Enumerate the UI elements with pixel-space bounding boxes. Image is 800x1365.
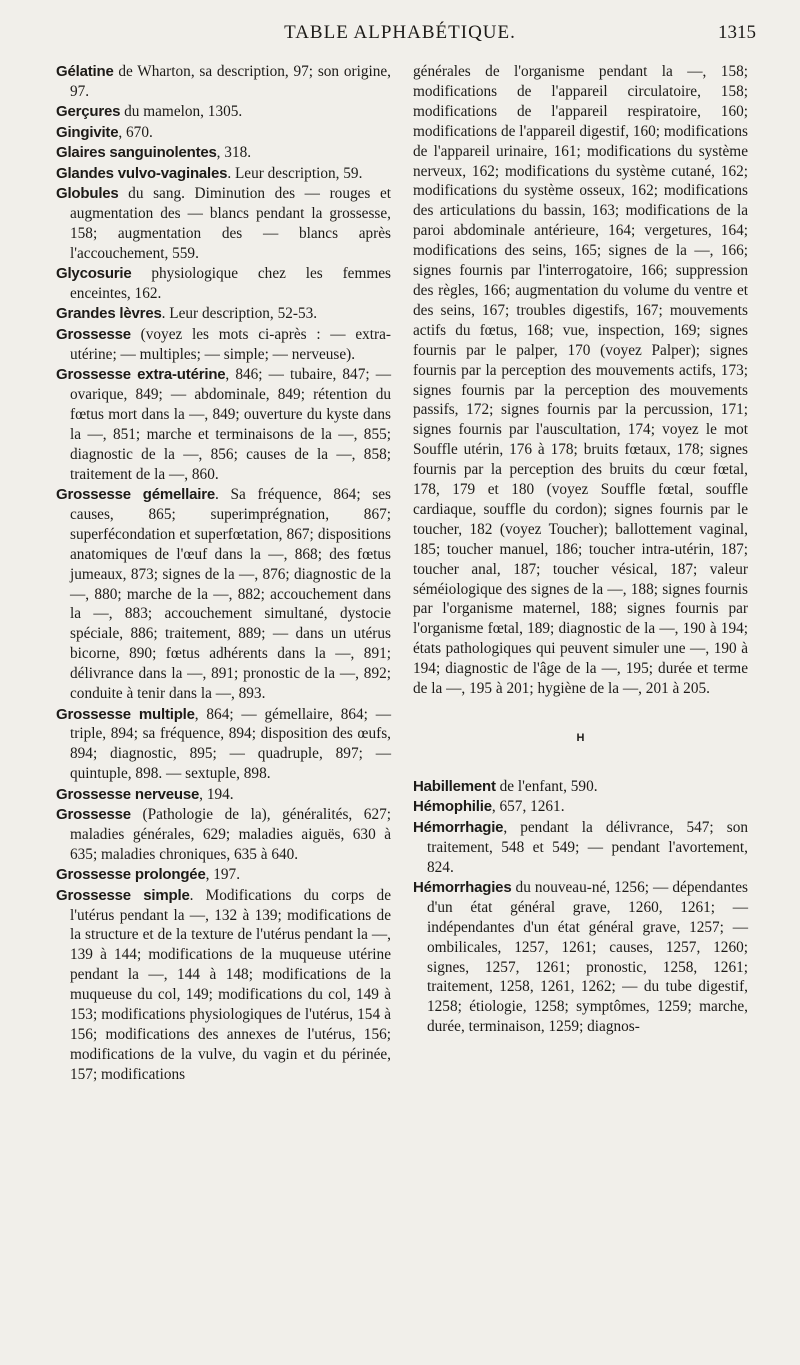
index-entry: Grossesse nerveuse, 194. bbox=[56, 785, 234, 803]
index-entry: Gélatine de Wharton, sa description, 97; son origine, 97. bbox=[56, 63, 391, 100]
running-title: TABLE ALPHABÉTIQUE. bbox=[284, 22, 516, 43]
left-column bbox=[56, 62, 391, 1085]
index-entry: Grossesse gémellaire. Sa fréquence, 864; ses causes, 865; superimprégnation, 867; superfécondation et superfœtation, 867; dispositions anatomiques de l'œuf dans la —, 868; des fœtus jumeaux, 873; signes de la —, 876; diagnostic de la —, 880; marche de la —, 882; accouchement dans la —, 883; accouchement simultané, dystocie spéciale, 886; traitement, 889; — dans un utérus bicorne, 890; fœtus adhérents dans la —, 891; délivrance dans la —, 891; pronostic de la —, 892; conduite à tenir dans la —, 893. bbox=[56, 486, 391, 703]
index-entry: Grossesse multiple, 864; — gémellaire, 864; — triple, 894; sa fréquence, 894; disposition des œufs, 894; diagnostic, 895; — quadruple, 897; — quintuple, 898. — sextuple, 898. bbox=[56, 705, 391, 783]
right-column bbox=[413, 62, 748, 1038]
index-entry-continuation: générales de l'organisme pendant la —, 158; modifications de l'appareil circulatoire, 158; modifications de l'appareil respiratoire, 160; modifications de l'appareil digestif, 160; modifications de l'appareil urinaire, 161; modifications du système nerveux, 162; modifications du système cutané, 162; modifications du système osseux, 162; modifications des articulations du bassin, 163; modifications de la paroi abdominale antérieure, 164; vergetures, 164; modifications des seins, 165; signes de la —, 166; signes fournis par l'interrogatoire, 166; suppression des règles, 166; augmentation du volume du ventre et des seins, 167; troubles digestifs, 167; mouvements actifs du fœtus, 168; vue, inspection, 169; signes fournis par le palper, 170 (voyez Palper); signes fournis par la perception des mouvements actifs, 173; signes fournis par la perception des mouvements passifs, 172; signes fournis par la percussion, 171; signes fournis par l'auscultation, 174; voyez le mot Souffle utérin, 176 à 178; bruits fœtaux, 178; signes fournis par la perception des bruits du cœur fœtal, 178, 179 et 180 (voyez Souffle fœtal, souffle cardiaque, souffle du cordon); signes fournis par le toucher, 182 (voyez Toucher); ballottement vaginal, 185; toucher manuel, 186; toucher intra-utérin, 187; toucher anal, 187; toucher vésical, 187; valeur séméiologique des signes de la —, 188; signes fournis par l'organisme maternel, 188; signes fournis par l'organisme fœtal, 189; diagnostic de la —, 190 à 194; états pathologiques qui peuvent simuler une —, 190 à 194; diagnostic de l'âge de la —, 195; durée et terme de la —, 195 à 201; hygiène de la —, 201 à 205. bbox=[413, 63, 748, 698]
index-entry: Grossesse extra-utérine, 846; — tubaire, 847; — ovarique, 849; — abdominale, 849; rétention du fœtus mort dans la —, 849; ouverture du kyste dans la —, 851; marche et terminaisons de la —, 855; diagnostic de la —, 856; causes de la —, 858; traitement de la —, 860. bbox=[56, 366, 391, 483]
index-entry: Grandes lèvres. Leur description, 52-53. bbox=[56, 305, 318, 323]
index-entry: Hémorrhagies du nouveau-né, 1256; — dépendantes d'un état général grave, 1260, 1261; — indépendantes d'un état général grave, 1257; — ombilicales, 1257, 1261; causes, 1257, 1260; signes, 1257, 1261; pronostic, 1258, 1261; traitement, 1258, 1261, 1262; — du tube digestif, 1258; étiologie, 1258; symptômes, 1259; marche, durée, terminaison, 1259; diagnos- bbox=[413, 878, 748, 1036]
index-entry: Grossesse (Pathologie de la), généralités, 627; maladies générales, 629; maladies aiguës, 630 à 635; maladies chroniques, 635 à 640. bbox=[56, 806, 391, 863]
index-entry: Grossesse simple. Modifications du corps de l'utérus pendant la —, 132 à 139; modifications de la structure et de la texture de l'utérus pendant la —, 139 à 144; modifications de la muqueuse utérine pendant la —, 144 à 148; modifications de la muqueuse du col, 149; modifications du col, 149 à 153; modifications physiologiques de l'utérus, 154 à 156; modifications des annexes de l'utérus, 156; modifications de la vulve, du vagin et du périnée, 157; modifications bbox=[56, 886, 391, 1083]
index-entry: Globules du sang. Diminution des — rouges et augmentation des — blancs pendant la grossesse, 158; augmentation des — blancs après l'accouchement, 559. bbox=[56, 184, 391, 262]
index-entry: Glaires sanguinolentes, 318. bbox=[56, 144, 252, 162]
index-entry: Hémophilie, 657, 1261. bbox=[413, 798, 565, 816]
section-letter: H bbox=[576, 732, 585, 744]
index-entry: Gingivite, 670. bbox=[56, 123, 153, 141]
index-entry: Habillement de l'enfant, 590. bbox=[413, 777, 598, 795]
page-number: 1315 bbox=[718, 22, 756, 43]
page-header bbox=[0, 16, 800, 52]
index-entry: Grossesse (voyez les mots ci-après : — extra-utérine; — multiples; — simple; — nerveuse). bbox=[56, 325, 391, 363]
index-entry: Hémorrhagie, pendant la délivrance, 547; son traitement, 548 et 549; — pendant l'avortement, 824. bbox=[413, 818, 748, 876]
index-entry: Gerçures du mamelon, 1305. bbox=[56, 103, 243, 121]
index-entry: Glycosurie physiologique chez les femmes enceintes, 162. bbox=[56, 265, 391, 302]
index-entry: Glandes vulvo-vaginales. Leur description, 59. bbox=[56, 164, 363, 182]
index-entry: Grossesse prolongée, 197. bbox=[56, 866, 241, 884]
